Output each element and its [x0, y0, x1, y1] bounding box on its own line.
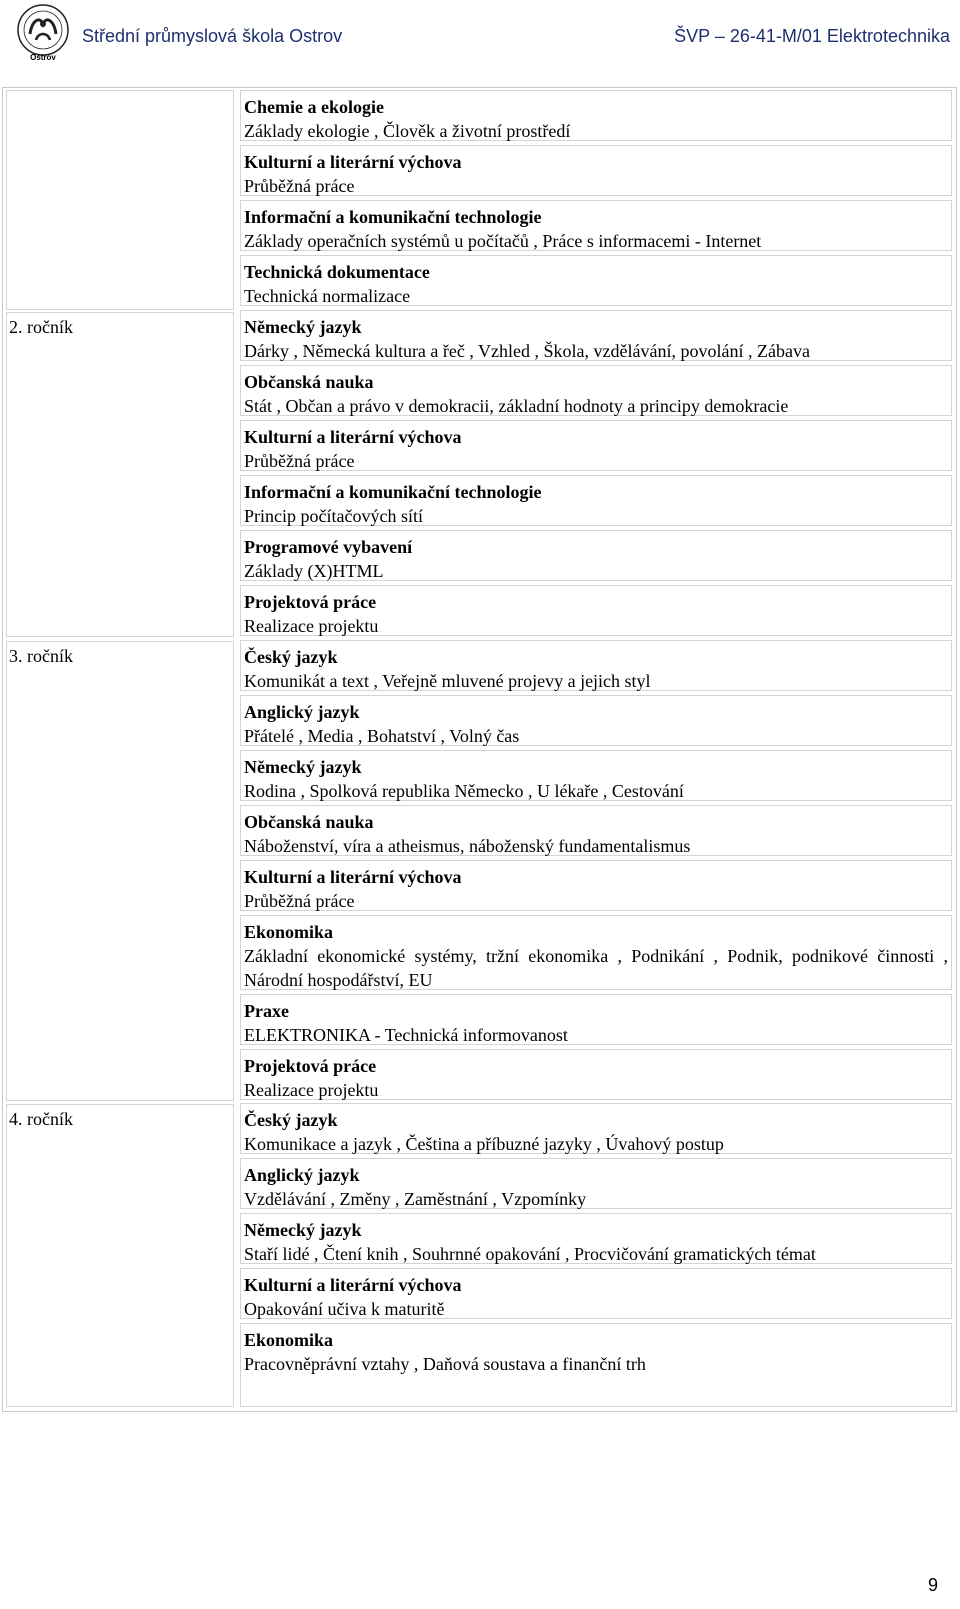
program-code: ŠVP – 26-41-M/01 Elektrotechnika: [674, 26, 950, 46]
subject-topics: Stát , Občan a právo v demokracii, základní hodnoty a principy demokracie: [244, 396, 789, 416]
subject-topics: Vzdělávání , Změny , Zaměstnání , Vzpomínky: [244, 1189, 587, 1209]
subject-entry: [240, 1213, 952, 1264]
page-number: 9: [927, 1575, 938, 1595]
subject-name: Ekonomika: [244, 922, 334, 942]
subject-topics: Základní ekonomické systémy, tržní ekonomika , Podnikání , Podnik, podnikové činnosti , Národní hospodářství, EU: [244, 946, 948, 990]
subject-name: Chemie a ekologie: [244, 97, 384, 117]
grade-cell-2: [6, 312, 234, 637]
page-header: [0, 0, 960, 80]
subject-topics: Technická normalizace: [244, 286, 411, 306]
subject-entry: [240, 475, 952, 526]
subject-entry: [240, 1158, 952, 1209]
subject-name: Technická dokumentace: [244, 262, 430, 282]
grade-cell-continued: [6, 90, 234, 310]
subject-name: Kulturní a literární výchova: [244, 152, 462, 172]
subject-name: Praxe: [244, 1001, 289, 1021]
subject-entry: [240, 750, 952, 801]
school-name: Střední průmyslová škola Ostrov: [82, 26, 343, 46]
subject-entry: [240, 1268, 952, 1319]
subject-topics: Komunikát a text , Veřejně mluvené projevy a jejich styl: [244, 671, 651, 691]
grade-label: 3. ročník: [9, 646, 73, 666]
subject-topics: Průběžná práce: [244, 451, 355, 471]
subject-name: Občanská nauka: [244, 812, 374, 832]
subject-name: Programové vybavení: [244, 537, 413, 557]
subject-topics: Pracovněprávní vztahy , Daňová soustava a finanční trh: [244, 1354, 646, 1374]
svg-text:Ostrov: Ostrov: [30, 53, 56, 62]
subject-name: Informační a komunikační technologie: [244, 482, 542, 502]
subject-topics: Realizace projektu: [244, 616, 379, 636]
subject-topics: Průběžná práce: [244, 176, 355, 196]
subject-name: Anglický jazyk: [244, 1165, 360, 1185]
subject-entry: [240, 530, 952, 581]
subject-name: Projektová práce: [244, 592, 377, 612]
subject-topics: Realizace projektu: [244, 1080, 379, 1100]
grade-cell-3: [6, 641, 234, 1101]
subject-topics: Staří lidé , Čtení knih , Souhrnné opakování , Procvičování gramatických témat: [244, 1244, 816, 1264]
subject-topics: ELEKTRONIKA - Technická informovanost: [244, 1025, 568, 1045]
subject-entry: [240, 255, 952, 306]
grade-label: 2. ročník: [9, 317, 73, 337]
subject-name: Informační a komunikační technologie: [244, 207, 542, 227]
subject-name: Německý jazyk: [244, 757, 362, 777]
subject-name: Německý jazyk: [244, 317, 362, 337]
subject-topics: Dárky , Německá kultura a řeč , Vzhled , Škola, vzdělávání, povolání , Zábava: [244, 341, 810, 361]
subject-topics: Opakování učiva k maturitě: [244, 1299, 445, 1319]
subject-entry: [240, 915, 952, 990]
grade-cell-4: [6, 1104, 234, 1407]
subject-entry: [240, 695, 952, 746]
subject-entry: [240, 145, 952, 196]
subject-entry: [240, 805, 952, 856]
subject-name: Kulturní a literární výchova: [244, 867, 462, 887]
subject-name: Projektová práce: [244, 1056, 377, 1076]
subject-topics: Komunikace a jazyk , Čeština a příbuzné jazyky , Úvahový postup: [244, 1134, 724, 1154]
subject-entry: [240, 200, 952, 251]
subject-entry: [240, 1103, 952, 1154]
subject-entry: [240, 365, 952, 416]
subject-topics: Průběžná práce: [244, 891, 355, 911]
subject-entry: [240, 1049, 952, 1100]
grade-label: 4. ročník: [9, 1109, 73, 1129]
subject-topics: Přátelé , Media , Bohatství , Volný čas: [244, 726, 520, 746]
subject-name: Český jazyk: [244, 647, 338, 667]
subject-entry: [240, 420, 952, 471]
subject-name: Německý jazyk: [244, 1220, 362, 1240]
subject-entry: [240, 860, 952, 911]
subject-name: Ekonomika: [244, 1330, 334, 1350]
subject-entry: [240, 640, 952, 691]
subject-name: Kulturní a literární výchova: [244, 427, 462, 447]
subject-topics: Princip počítačových sítí: [244, 506, 423, 526]
subject-entry: [240, 994, 952, 1045]
school-logo: [10, 2, 76, 62]
subject-topics: Základy operačních systémů u počítačů , Práce s informacemi - Internet: [244, 231, 762, 251]
subject-name: Občanská nauka: [244, 372, 374, 392]
subject-name: Anglický jazyk: [244, 702, 360, 722]
subject-topics: Základy (X)HTML: [244, 561, 384, 581]
subject-entry: [240, 1323, 952, 1407]
subject-topics: Rodina , Spolková republika Německo , U lékaře , Cestování: [244, 781, 684, 801]
subject-topics: Základy ekologie , Člověk a životní prostředí: [244, 121, 571, 141]
subject-topics: Náboženství, víra a atheismus, náboženský fundamentalismus: [244, 836, 691, 856]
subject-entry: [240, 310, 952, 361]
subject-entry: [240, 585, 952, 636]
subject-entry: [240, 90, 952, 141]
subject-name: Kulturní a literární výchova: [244, 1275, 462, 1295]
subject-name: Český jazyk: [244, 1110, 338, 1130]
